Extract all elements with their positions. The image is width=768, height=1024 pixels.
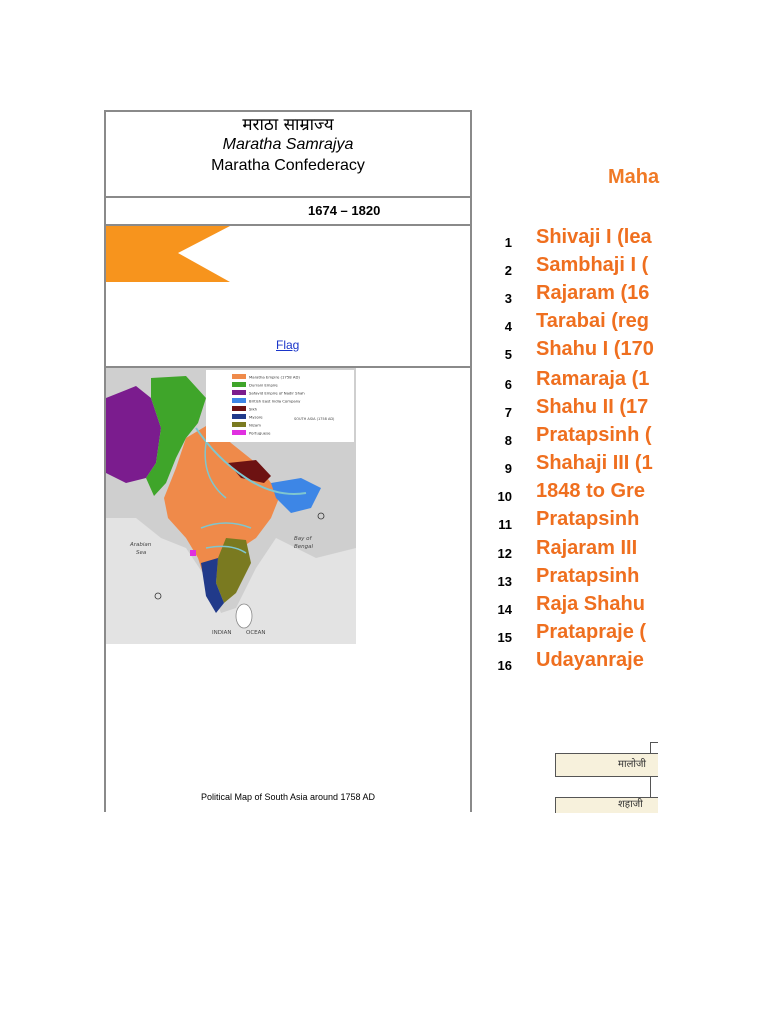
legend-label: British East India Company xyxy=(249,398,301,404)
legend-swatch xyxy=(232,430,246,435)
map-cell xyxy=(106,368,470,812)
ruler-list-item xyxy=(480,649,658,677)
list-heading: Maha xyxy=(608,166,660,188)
legend-label: Maratha Empire (1758 AD) xyxy=(249,374,300,380)
legend-label: Nizam xyxy=(249,422,261,428)
ruler-list-area xyxy=(480,0,658,1024)
legend-label: Mysore xyxy=(249,414,263,420)
flag-cell xyxy=(106,226,470,368)
ruler-number: 13 xyxy=(497,574,512,589)
infobox xyxy=(104,110,472,812)
ruler-name: Udayanraje xyxy=(536,649,644,671)
ruler-name: Shahu II (17 xyxy=(536,396,649,418)
map-label-bay-1: Bay of xyxy=(294,536,312,542)
ruler-number: 4 xyxy=(504,319,512,334)
legend-swatch xyxy=(232,422,246,427)
ruler-number: 10 xyxy=(497,489,512,504)
ruler-list-item xyxy=(480,338,658,366)
map-label-arabian-2: Sea xyxy=(136,550,147,556)
ruler-name: 1848 to Gre xyxy=(536,480,645,502)
ruler-number: 7 xyxy=(504,405,512,420)
legend-label: Durrani Empire xyxy=(249,382,278,388)
legend-label: Sikh xyxy=(249,406,258,412)
ruler-name: Rajaram III xyxy=(536,537,638,559)
native-name: मराठा साम्राज्य xyxy=(242,115,334,135)
ruler-number: 2 xyxy=(504,263,512,278)
ruler-list-item xyxy=(480,480,658,508)
ruler-list-item xyxy=(480,621,658,649)
ruler-number: 5 xyxy=(504,347,512,362)
ruler-number: 3 xyxy=(504,291,512,306)
legend-swatch xyxy=(232,398,246,403)
south-asia-map xyxy=(106,368,356,644)
ruler-list-item xyxy=(480,452,658,480)
ruler-name: Rajaram (16 xyxy=(536,282,650,304)
english-name: Maratha Confederacy xyxy=(211,157,365,174)
family-chart-box-2: शहाजी xyxy=(555,797,658,813)
flag-link[interactable]: Flag xyxy=(276,338,300,352)
ruler-name: Shahaji III (1 xyxy=(536,452,653,474)
legend-swatch xyxy=(232,414,246,419)
legend-swatch xyxy=(232,374,246,379)
ruler-list-item xyxy=(480,254,658,282)
legend-label: Portuguese xyxy=(249,430,271,436)
ruler-name: Shivaji I (lea xyxy=(536,226,652,248)
maratha-flag-image xyxy=(106,226,230,284)
ruler-number: 6 xyxy=(504,377,512,392)
ruler-number: 9 xyxy=(504,461,512,476)
ruler-number: 1 xyxy=(504,235,512,250)
ruler-name: Tarabai (reg xyxy=(536,310,649,332)
ruler-number: 11 xyxy=(498,517,512,532)
ruler-name: Pratapsinh xyxy=(536,565,640,587)
ruler-name: Sambhaji I ( xyxy=(536,254,649,276)
ruler-name: Raja Shahu xyxy=(536,593,645,615)
map-label-indian: INDIAN xyxy=(212,630,232,636)
ruler-list-item xyxy=(480,593,658,621)
map-label-south-asia: SOUTH ASIA (1758 AD) xyxy=(294,417,335,421)
ruler-number: 12 xyxy=(497,546,512,561)
chart-connector xyxy=(650,777,651,797)
chart-connector xyxy=(650,742,658,743)
ruler-number: 14 xyxy=(497,602,512,617)
legend-swatch xyxy=(232,406,246,411)
ruler-list-item xyxy=(480,565,658,593)
ruler-list-item xyxy=(480,508,658,536)
ruler-name: Pratapraje ( xyxy=(536,621,647,643)
map-caption: Political Map of South Asia around 1758 AD xyxy=(200,792,376,802)
years-cell xyxy=(106,198,470,226)
ruler-list-item xyxy=(480,396,658,424)
map-label-bay-2: Bengal xyxy=(294,544,314,550)
ruler-number: 16 xyxy=(497,658,512,673)
ruler-list-item xyxy=(480,424,658,452)
infobox-title-cell xyxy=(106,112,470,198)
legend-swatch xyxy=(232,382,246,387)
legend-swatch xyxy=(232,390,246,395)
legend-label: Safavid Empire of Nadir Shah xyxy=(249,390,305,396)
ruler-list-item xyxy=(480,282,658,310)
ruler-name: Pratapsinh xyxy=(536,508,640,530)
family-chart-box-1: मालोजी xyxy=(555,753,658,777)
map-label-arabian-1: Arabian xyxy=(130,542,152,548)
ruler-name: Pratapsinh ( xyxy=(536,424,652,446)
years: 1674 – 1820 xyxy=(308,203,381,218)
transliterated-name: Maratha Samrajya xyxy=(222,136,354,153)
map-label-ocean: OCEAN xyxy=(246,630,266,636)
ruler-name: Shahu I (170 xyxy=(536,338,654,360)
ruler-name: Ramaraja (1 xyxy=(536,368,650,390)
ruler-list-item xyxy=(480,537,658,565)
ruler-list-item xyxy=(480,368,658,396)
ruler-number: 15 xyxy=(497,630,512,645)
ruler-list-item xyxy=(480,226,658,254)
ruler-list-item xyxy=(480,310,658,338)
ruler-number: 8 xyxy=(504,433,512,448)
